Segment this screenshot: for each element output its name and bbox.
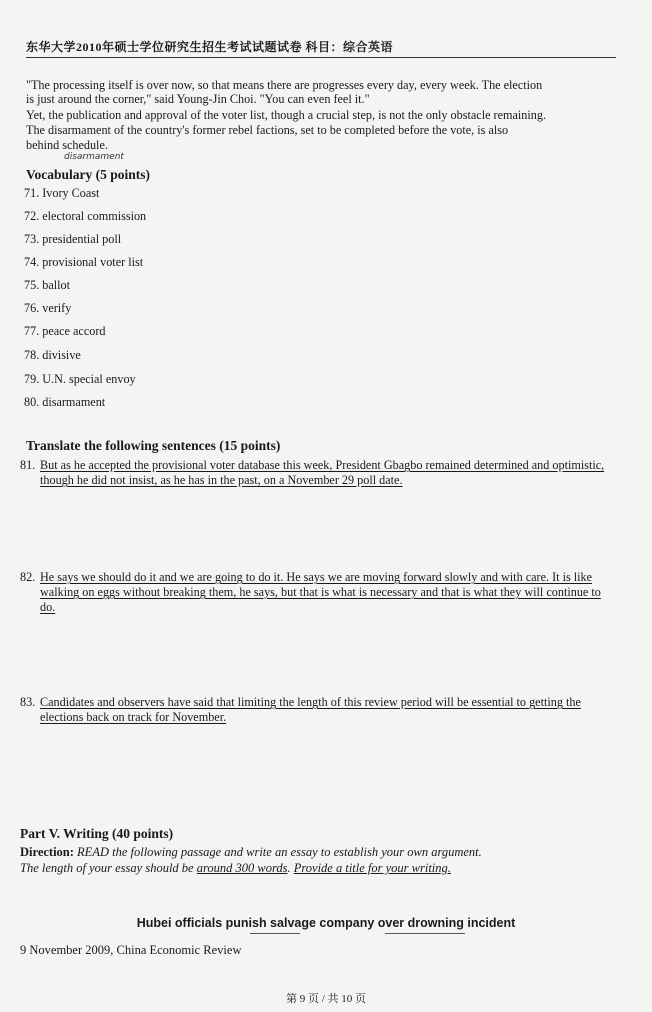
passage-line-2: is just around the corner," said Young-Jin Choi. "You can even feel it." [26, 92, 370, 106]
writing-direction: Direction: READ the following passage and write an essay to establish your own argument. The length of your essay should be around 300 words. Provide a title for your writing. [20, 845, 482, 875]
pen-mark [250, 933, 300, 934]
vocab-item: 77. peace accord [24, 324, 106, 338]
handwritten-note: disarmament [64, 152, 124, 162]
passage-line-5: behind schedule. [26, 138, 108, 152]
translation-item-83: 83. Candidates and observers have said that limiting the length of this review period will be essential to getting the elections back on track for November. [20, 695, 581, 724]
passage-line-4: The disarmament of the country's former rebel factions, set to be completed before the vote, is also [26, 123, 509, 137]
vocab-item: 71. Ivory Coast [24, 186, 100, 200]
pen-mark [385, 933, 465, 934]
vocab-item: 74. provisional voter list [24, 255, 144, 269]
passage-line-1: "The processing itself is over now, so that means there are progresses every day, every week. The election [26, 78, 543, 92]
article-source: 9 November 2009, China Economic Review [20, 943, 242, 957]
vocab-item: 79. U.N. special envoy [24, 372, 136, 386]
translation-title: Translate the following sentences (15 points) [26, 438, 281, 453]
vocab-item: 73. presidential poll [24, 232, 122, 246]
page-footer: 第 9 页 / 共 10 页 [285, 993, 367, 1005]
vocab-item: 80. disarmament [24, 395, 106, 409]
passage-line-3: Yet, the publication and approval of the voter list, though a crucial step, is not the only obstacle remaining. [26, 108, 546, 122]
page-header: 东华大学2010年硕士学位研究生招生考试试题试卷 科目：综合英语 [26, 38, 616, 58]
translation-item-81: 81. But as he accepted the provisional voter database this week, President Gbagbo remained determined and optimistic, though he did not insist, as he has in the past, on a November 29 poll date. [20, 458, 605, 487]
vocab-item: 76. verify [24, 301, 72, 315]
article-title: Hubei officials punish salvage company over drowning incident [136, 916, 516, 930]
vocab-item: 72. electoral commission [24, 209, 147, 223]
vocab-item: 78. divisive [24, 348, 81, 362]
writing-title: Part V. Writing (40 points) [20, 826, 174, 841]
vocabulary-title: Vocabulary (5 points) [26, 167, 151, 182]
vocab-item: 75. ballot [24, 278, 70, 292]
translation-item-82: 82. He says we should do it and we are going to do it. He says we are moving forward slowly and with care. It is like walking on eggs without breaking them, he says, but that is what is necessary and that is what they will continue to do. [20, 570, 601, 614]
